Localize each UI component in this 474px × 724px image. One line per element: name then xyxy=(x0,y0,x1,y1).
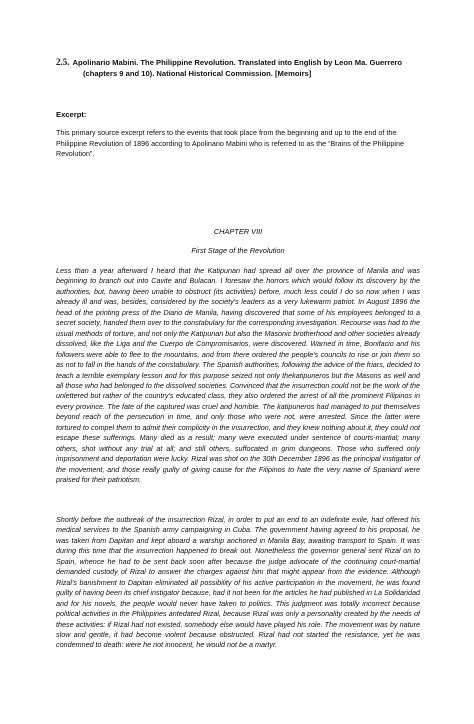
body-paragraph-2: Shortly before the outbreak of the insurrection Rizal, in order to put an end to an indefinite exile, had offered his medical services to the Spanish army campaigning in Cuba. The government having agreed to his proposal, he was taken from Dapitan and kept aboard a warship anchored in Manila Bay, awaiting transport to Spain. It was during this time that the insurrection happened to break out. Nonetheless the governor general sent Rizal on to Spain, whence he had to be sent back soon after because the judge advocate of the continuing court-martial demanded custody of Rizal to answer the charges against him that might appear from the evidence. Although Rizal's banishment to Dapitan eliminated all possibility of his active participation in the movement, he was found guilty of having been its chief instigator because, had it not been for the articles he had published in La Solidaridad and for his novels, the people would never have taken to politics. This judgment was totally incorrect because political activities in the Philippines antedated Rizal, because Rizal was only a personality created by the needs of these activities: if Rizal had not existed, somebody else would have played his role. The movement was by nature slow and gentle, it had become violent because obstructed. Rizal had not started the resistance, yet he was condemned to death: were he not innocent, he would not be a martyr. xyxy=(56,515,420,650)
heading-line-2: (chapters 9 and 10). National Historical Commission. [Memoirs] xyxy=(83,68,312,78)
chapter-subtitle: First Stage of the Revolution xyxy=(191,246,285,255)
heading-line-1: Apolinario Mabini. The Philippine Revolution. Translated into English by Leon Ma. Guerrero xyxy=(72,58,403,67)
excerpt-label: Excerpt: xyxy=(56,110,87,119)
body-paragraph-1: Less than a year afterward I heard that the Katipunan had spread all over the province of Manila and was beginning to branch out into Cavite and Bulacan. I foresaw the horrors which would follow its discovery by the authorities, but, having been unable to obstruct (its activities) before, much less could I do so now when I was already ill and was, besides, considered by the society's leaders as a very lukewarm patriot. In August 1896 the head of the printing press of the Diario de Manila, having discovered that some of his employees belonged to a secret society, handed them over to the constabulary for the corresponding investigation. Recourse was had to the usual methods of torture, and not only the Katipunan but also the Masonic brotherhood and other societies already dissolved, like the Liga and the Cuerpo de Compromisarios, were discovered. Warned in time, Bonifacio and his followers were able to flee to the mountains, and from there ordered the people's councils to rise or join them so as not to fall in the hands of the constabulary. The Spanish authorities, following the advice of the friars, decided to teach a terrible exemplary lesson and for this purpose seized not only thekatipuneros but the Masons as well and all those who had belonged to the dissolved societies. Convinced that the insurrection could not be the work of the unlettered but rather of the country's educated class, they also ordered the arrest of all the prominent Filipinos in every province. The fate of the captured was cruel and horrible. The katipuneros had managed to put themselves beyond reach of the persecution in time, and only those who were not, were arrested. Since the latter were tortured to compel them to admit their complicity in the insurrection, and they knew nothing about it, they could not escape these sufferings. Many died as a result; many were executed under sentence of courts-martial; many others, shot without any trial at all; and still others, suffocated in grim dungeons. Those who suffered only imprisonment and deportation were lucky. Rizal was shot on the 30th December 1896 as the principal instigator of the movement, and those really guilty of giving cause for the Filipinos to hate the very name of Spaniard were praised for their patriotism. xyxy=(56,266,420,485)
chapter-title: CHAPTER VIII xyxy=(213,227,263,236)
section-number: 2.5. xyxy=(56,57,70,67)
source-heading xyxy=(56,57,426,79)
intro-paragraph: This primary source excerpt refers to the events that took place from the beginning and up to the end of the Philippine Revolution of 1896 according to Apolinario Mabini who is referred to as the “Brains of the Philippine Revolution”. xyxy=(56,128,404,158)
